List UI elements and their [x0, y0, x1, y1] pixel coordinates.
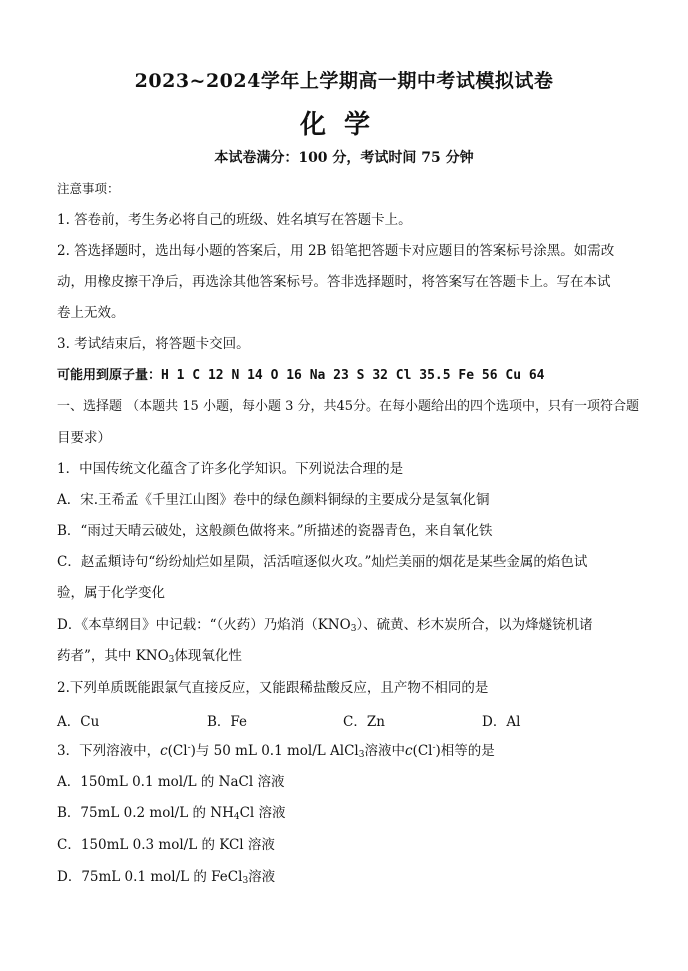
subject-title: 化学 [299, 110, 388, 140]
q3-option-d: D．75mL 0.1 mol/L 的 FeCl$_3$溶液 [57, 869, 276, 886]
exam-meta: 本试卷满分：100 分，考试时间 75 分钟 [214, 150, 474, 166]
q1-option-d-line1: D．《本草纲目》中记载：“（火药）乃焰消$(KNO_3)$、硫黄、杉木炭所合，以为烽燧铳机诸 [57, 617, 593, 634]
q1-option-c-line2: 验，属于化学变化 [57, 585, 165, 601]
note-2-line1: 2. 答选择题时，选出每小题的答案后，用 2B 铅笔把答题卡对应题目的答案标号涂黑。如需改 [57, 243, 615, 259]
q3-option-c: C．150mL 0.3 mol/L 的 KCl 溶液 [57, 837, 275, 853]
q2-stem: 2.下列单质既能跟氯气直接反应，又能跟稀盐酸反应，且产物不相同的是 [57, 680, 489, 696]
q2-option-a: A．Cu [57, 714, 100, 730]
q3-stem: 3．下列溶液中，c(Cl-)与 50 mL 0.1 mol/L AlCl$_3$溶液中c(Cl-)相等的是 [57, 743, 495, 760]
q1-option-a: A．宋.王希孟《千里江山图》卷中的绿色颜料铜绿的主要成分是氢氧化铜 [57, 492, 490, 508]
q2-option-c: C．Zn [343, 714, 385, 730]
q3-option-a: A．150mL 0.1 mol/L 的 NaCl 溶液 [57, 774, 285, 790]
q3-option-b: B．75mL 0.2 mol/L 的 $NH_4Cl$ 溶液 [57, 805, 286, 822]
q1-option-b: B．“雨过天晴云破处，这般颜色做将来。”所描述的瓷器青色，来自氧化铁 [57, 523, 493, 539]
note-1: 1. 答卷前，考生务必将自己的班级、姓名填写在答题卡上。 [57, 212, 412, 228]
note-3: 3. 考试结束后，将答题卡交回。 [57, 336, 250, 352]
note-2-line2: 动，用橡皮擦干净后，再选涂其他答案标号。答非选择题时，将答案写在答题卡上。写在本试 [57, 274, 611, 290]
q1-option-c-line1: C．赵孟頫诗句“纷纷灿烂如星陨，活活喧逐似火攻。”灿烂美丽的烟花是某些金属的焰色试 [57, 554, 588, 570]
q2-option-b: B．Fe [207, 714, 248, 730]
note-2-line3: 卷上无效。 [57, 305, 125, 321]
q1-option-d-line2: 药者”，其中 $KNO_3$体现氧化性 [57, 648, 242, 665]
notes-heading: 注意事项： [57, 181, 120, 196]
exam-title: 2023~2024学年上学期高一期中考试模拟试卷 [134, 70, 554, 92]
q1-stem: 1．中国传统文化蕴含了许多化学知识。下列说法合理的是 [57, 461, 404, 477]
q2-option-d: D．Al [482, 714, 521, 730]
atomic-mass-line: 可能用到原子量：H 1 C 12 N 14 O 16 Na 23 S 32 Cl 35.5 Fe 56 Cu 64 [57, 368, 545, 383]
section-heading-line2: 目要求） [57, 430, 111, 446]
section-heading-line1: 一、选择题 （本题共 15 小题，每小题 3 分，共45分。在每小题给出的四个选项中，只有一项符合题 [57, 399, 640, 414]
